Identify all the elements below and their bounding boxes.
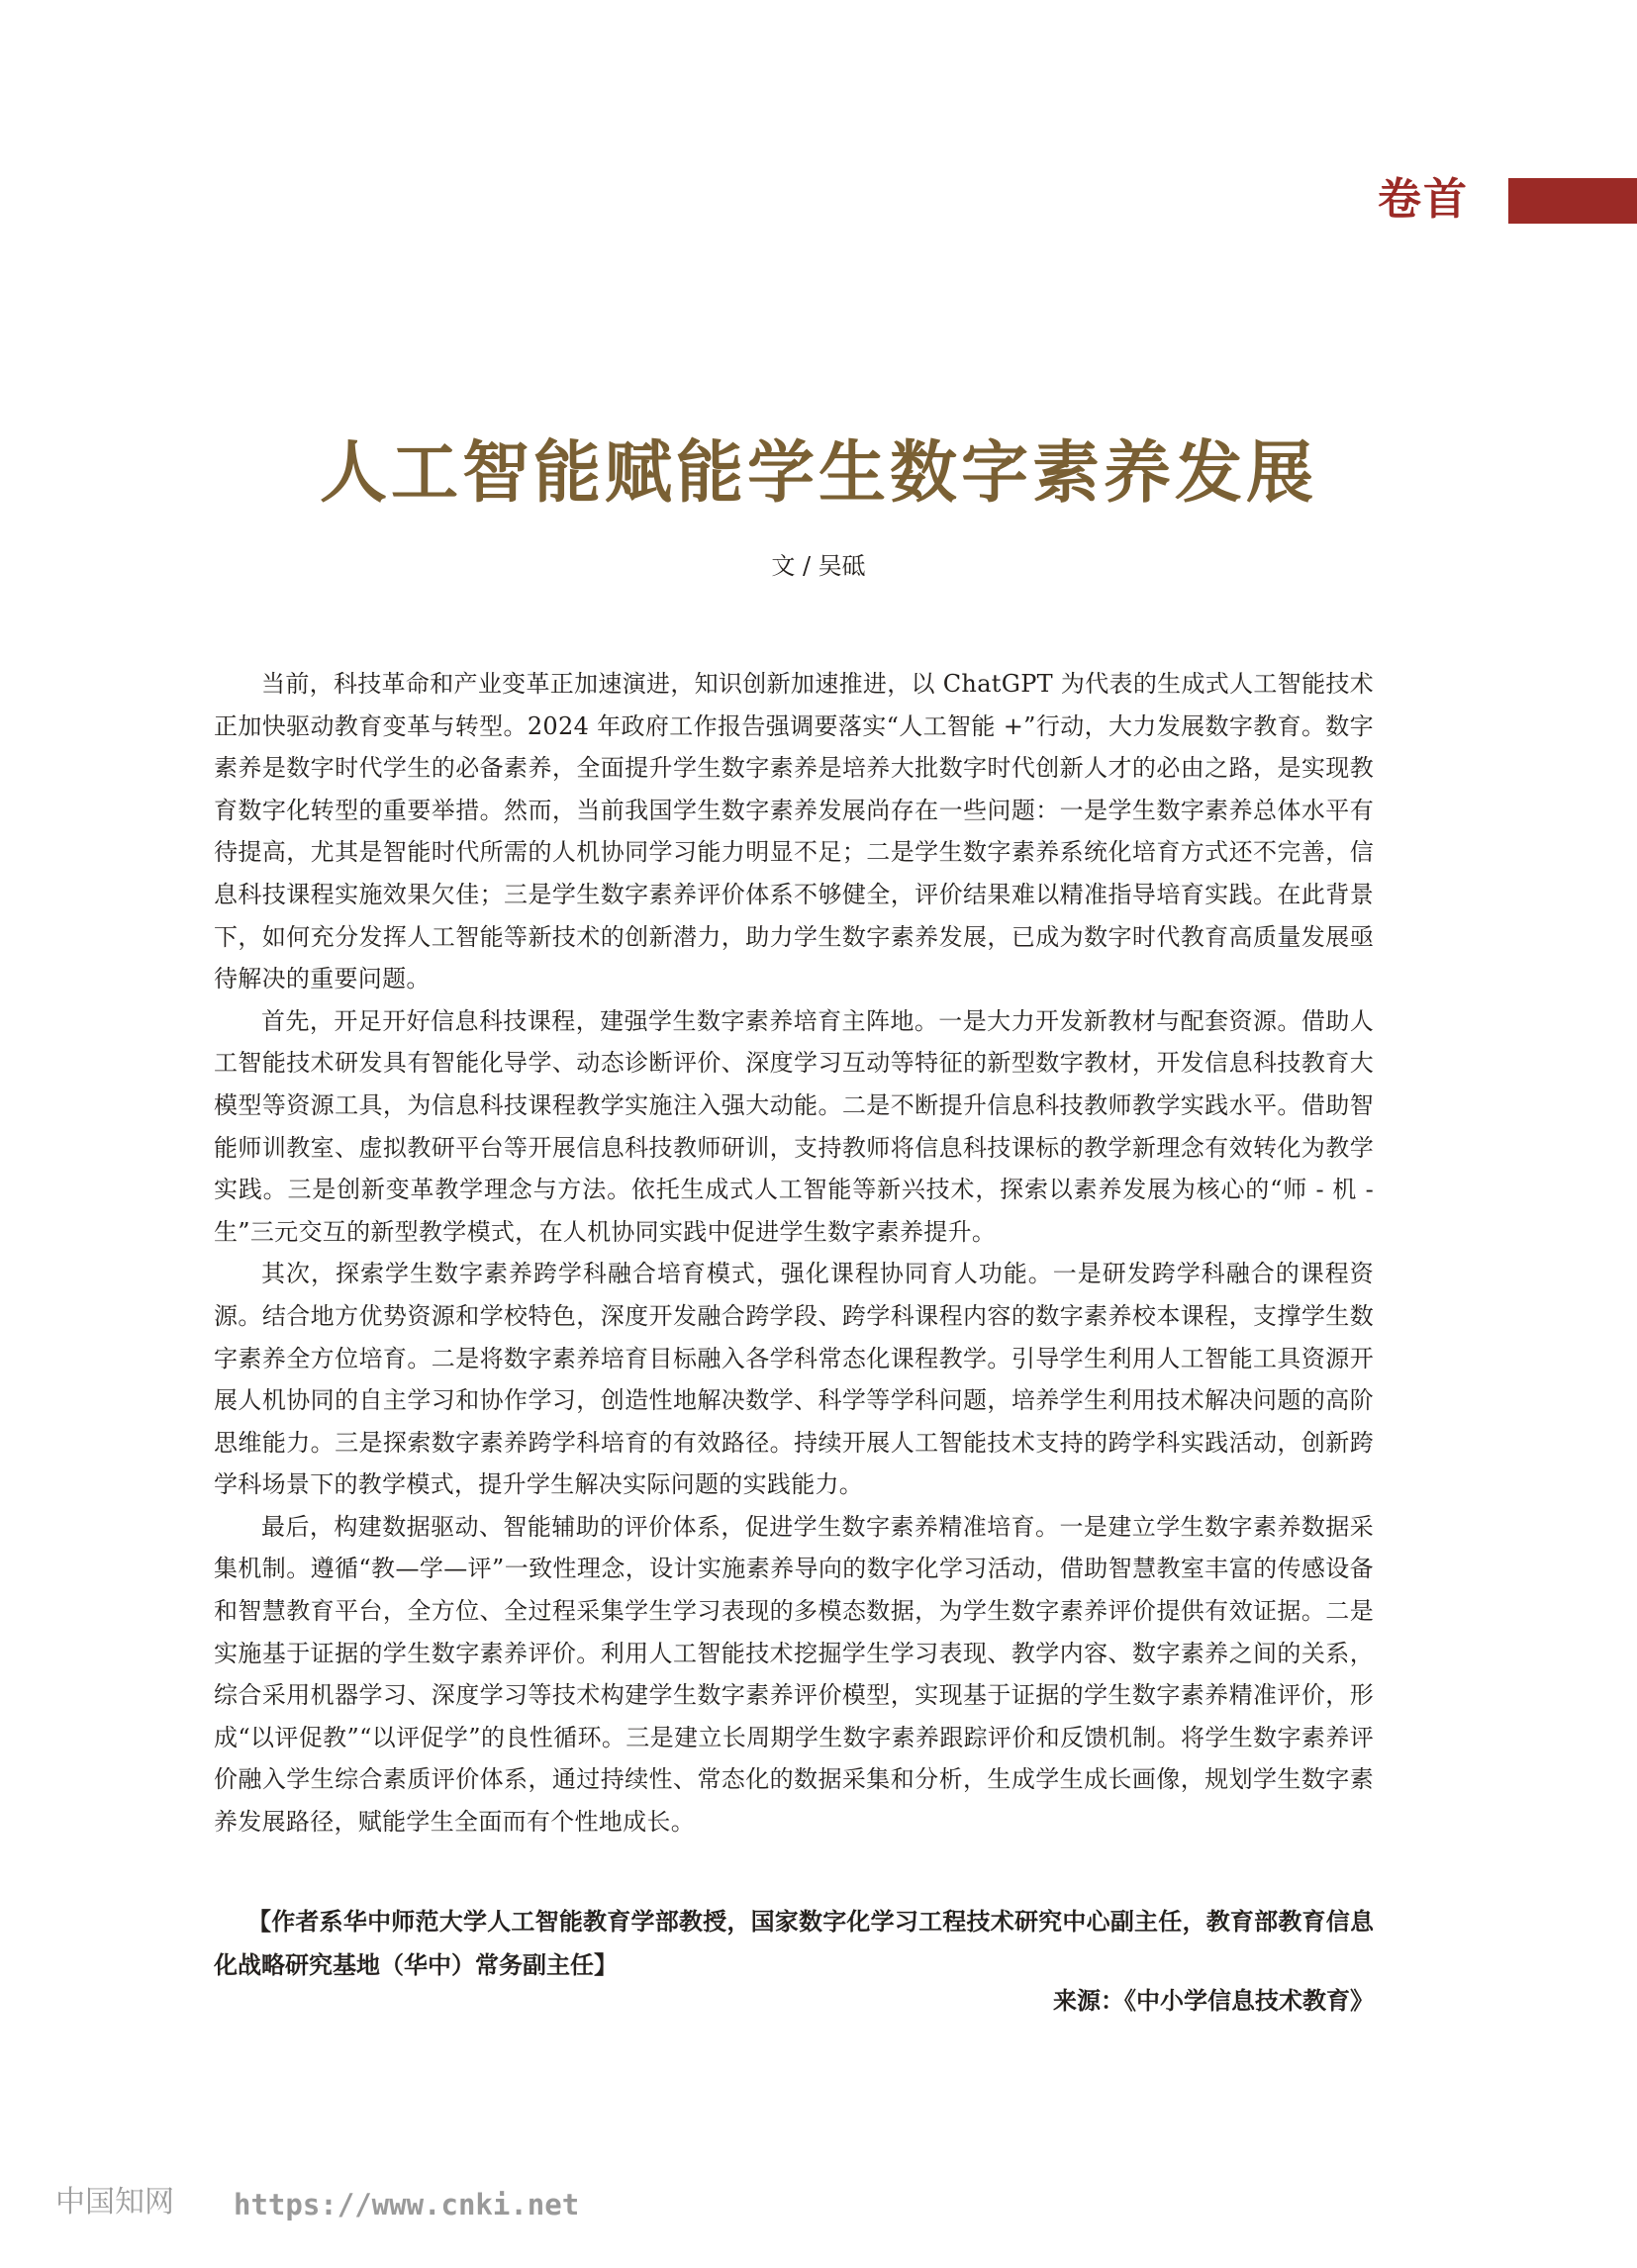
article-title: 人工智能赋能学生数字素养发展 [319,433,1317,513]
paragraph-first: 首先，开足开好信息科技课程，建强学生数字素养培育主阵地。一是大力开发新教材与配套资源。借助人工智能技术研发具有智能化导学、动态诊断评价、深度学习互动等特征的新型数字教材，开发信息科技教育大模型等资源工具，为信息科技课程教学实施注入强大动能。二是不断提升信息科技教师教学实践水平。借助智能师训教室、虚拟教研平台等开展信息科技教师研训，支持教师将信息科技课标的教学新理念有效转化为教学实践。三是创新变革教学理念与方法。依托生成式人工智能等新兴技术，探索以素养发展为核心的“师 - 机 - 生”三元交互的新型教学模式，在人机协同实践中促进学生数字素养提升。 [214,1006,1374,1246]
article-body [214,663,1374,1843]
paragraph-last: 最后，构建数据驱动、智能辅助的评价体系，促进学生数字素养精准培育。一是建立学生数字素养数据采集机制。遵循“教—学—评”一致性理念，设计实施素养导向的数字化学习活动，借助智慧教室丰富的传感设备和智慧教育平台，全方位、全过程采集学生学习表现的多模态数据，为学生数字素养评价提供有效证据。二是实施基于证据的学生数字素养评价。利用人工智能技术挖掘学生学习表现、教学内容、数字素养之间的关系，综合采用机器学习、深度学习等技术构建学生数字素养评价模型，实现基于证据的学生数字素养精准评价，形成“以评促教”“以评促学”的良性循环。三是建立长周期学生数字素养跟踪评价和反馈机制。将学生数字素养评价融入学生综合素质评价体系，通过持续性、常态化的数据采集和分析，生成学生成长画像，规划学生数字素养发展路径，赋能学生全面而有个性地成长。 [214,1512,1374,1837]
footer-url[interactable]: https://www.cnki.net [234,2188,580,2221]
article-byline: 文 / 吴砥 [771,552,866,580]
section-tag: 卷首 [1378,174,1469,225]
footer-brand: 中国知网 [55,2185,174,2220]
section-accent-bar [1508,178,1637,224]
author-note: 【作者系华中师范大学人工智能教育学部教授，国家数字化学习工程技术研究中心副主任，教育部教育信息化战略研究基地（华中）常务副主任】 [214,1907,1374,1979]
paragraph-second: 其次，探索学生数字素养跨学科融合培育模式，强化课程协同育人功能。一是研发跨学科融合的课程资源。结合地方优势资源和学校特色，深度开发融合跨学段、跨学科课程内容的数字素养校本课程，支撑学生数字素养全方位培育。二是将数字素养培育目标融入各学科常态化课程教学。引导学生利用人工智能工具资源开展人机协同的自主学习和协作学习，创造性地解决数学、科学等学科问题，培养学生利用技术解决问题的高阶思维能力。三是探索数字素养跨学科培育的有效路径。持续开展人工智能技术支持的跨学科实践活动，创新跨学科场景下的教学模式，提升学生解决实际问题的实践能力。 [214,1260,1374,1499]
source-credit: 来源：《中小学信息技术教育》 [1053,1986,1374,2015]
paragraph-intro: 当前，科技革命和产业变革正加速演进，知识创新加速推进，以 ChatGPT 为代表的生成式人工智能技术正加快驱动教育变革与转型。2024 年政府工作报告强调要落实“人工智能 +”行动，大力发展数字教育。数字素养是数字时代学生的必备素养，全面提升学生数字素养是培养大批数字时代创新人才的必由之路，是实现教育数字化转型的重要举措。然而，当前我国学生数字素养发展尚存在一些问题：一是学生数字素养总体水平有待提高，尤其是智能时代所需的人机协同学习能力明显不足；二是学生数字素养系统化培育方式还不完善，信息科技课程实施效果欠佳；三是学生数字素养评价体系不够健全，评价结果难以精准指导培育实践。在此背景下，如何充分发挥人工智能等新技术的创新潜力，助力学生数字素养发展，已成为数字时代教育高质量发展亟待解决的重要问题。 [214,670,1374,993]
